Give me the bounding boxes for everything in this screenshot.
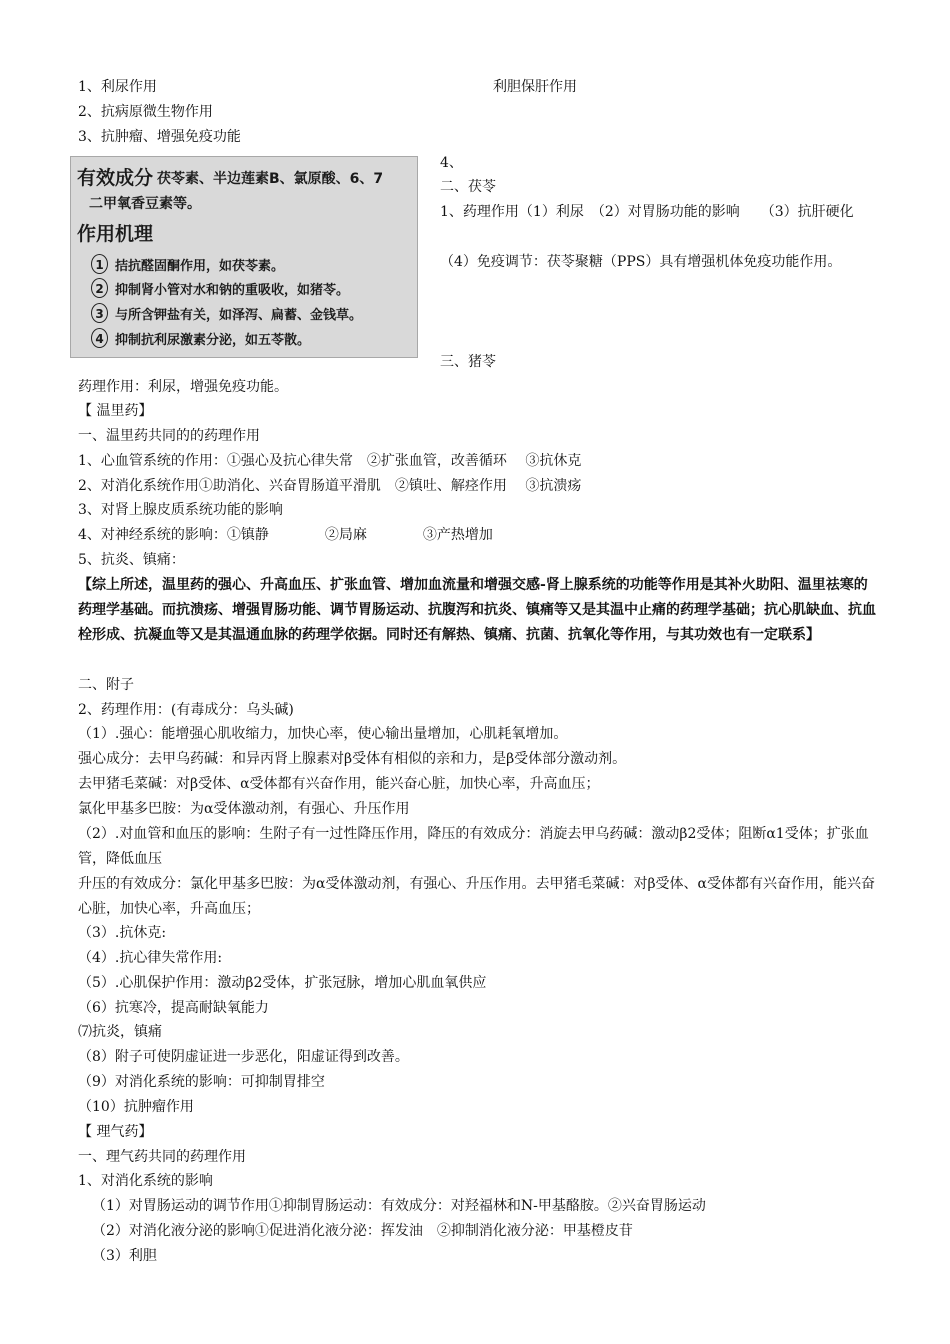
paragraph: 1、药理作用（1）利尿 （2）对胃肠功能的影响 （3）抗肝硬化 [440, 204, 854, 220]
text-line: ⑺抗炎，镇痛 [78, 1024, 162, 1040]
list-item: 2、抗病原微生物作用 [78, 104, 213, 120]
figure-mechanism-item: 拮抗醛固酮作用，如茯苓素。 [115, 259, 285, 274]
figure-heading-mechanism: 作用机理 [77, 223, 154, 245]
figure-number: 3 [91, 303, 108, 323]
text-line: 药理作用：利尿，增强免疫功能。 [78, 379, 288, 395]
text-line: 去甲猪毛菜碱：对β受体、α受体都有兴奋作用，能兴奋心脏，加快心率，升高血压； [78, 776, 600, 792]
text-line: 5、抗炎、镇痛： [78, 552, 185, 568]
text-line: 1、心血管系统的作用：①强心及抗心律失常 ②扩张血管，改善循环 ③抗休克 [78, 453, 582, 469]
figure-mechanism-item: 抑制肾小管对水和钠的重吸收，如猪苓。 [115, 283, 350, 298]
section-heading: 二、茯苓 [440, 179, 496, 195]
text-line: （6）抗寒冷，提高耐缺氧能力 [78, 1000, 269, 1016]
text-line: （8）附子可使阴虚证进一步恶化，阳虚证得到改善。 [78, 1049, 409, 1065]
text-line: （1）.强心：能增强心肌收缩力，加快心率，使心输出量增加，心肌耗氧增加。 [78, 726, 568, 742]
text-line: 2、药理作用：(有毒成分：乌头碱) [78, 702, 294, 718]
text-line: 强心成分：去甲乌药碱：和异丙肾上腺素对β受体有相似的亲和力，是β受体部分激动剂。 [78, 751, 627, 767]
summary-paragraph: 【综上所述，温里药的强心、升高血压、扩张血管、增加血流量和增强交感-肾上腺系统的功能等作用是其补火助阳、温里祛寒的药理学基础。而抗溃疡、增强胃肠功能、调节胃肠运动、抗腹泻和抗炎、镇痛等又是其温中止痛的药理学基础；抗心肌缺血、抗血栓形成、抗凝血等又是其温通血脉的药理学依据。同时还有解热、镇痛、抗菌、抗氧化等作用，与其功效也有一定联系】 [78, 577, 876, 643]
figure-components-line: 茯苓素、半边莲素B、氯原酸、6、7 [157, 171, 384, 187]
text-line: （3）.抗休克: [78, 925, 167, 941]
text-line: 1、对消化系统的影响 [78, 1173, 213, 1189]
figure-number: 2 [91, 278, 108, 298]
section-heading: 【 理气药】 [78, 1124, 153, 1140]
text-line: （10）抗肿瘤作用 [78, 1099, 194, 1115]
text-line: 3、对肾上腺皮质系统功能的影响 [78, 502, 283, 518]
list-item: 4、 [440, 155, 463, 171]
section-heading: 三、猪苓 [440, 354, 496, 370]
list-item: 利胆保肝作用 [493, 79, 577, 95]
section-heading: 一、温里药共同的的药理作用 [78, 428, 260, 444]
text-line: 2、对消化系统作用①助消化、兴奋胃肠道平滑肌 ②镇吐、解痉作用 ③抗溃疡 [78, 478, 582, 494]
text-line: 氯化甲基多巴胺：为α受体激动剂，有强心、升压作用 [78, 801, 410, 817]
mechanism-figure [70, 156, 418, 358]
figure-mechanism-item: 与所含钾盐有关，如泽泻、扁蓄、金钱草。 [115, 308, 363, 323]
figure-mechanism-item: 抑制抗利尿激素分泌，如五苓散。 [115, 333, 311, 348]
list-item: 1、利尿作用 [78, 79, 157, 95]
figure-heading-components: 有效成分 [77, 167, 154, 189]
text-line: （2）对消化液分泌的影响①促进消化液分泌：挥发油 ②抑制消化液分泌：甲基橙皮苷 [92, 1223, 633, 1239]
text-line: （9）对消化系统的影响：可抑制胃排空 [78, 1074, 325, 1090]
text-line: 4、对神经系统的影响：①镇静 ②局麻 ③产热增加 [78, 527, 493, 543]
paragraph: （4）免疫调节：茯苓聚糖（PPS）具有增强机体免疫功能作用。 [440, 254, 842, 270]
section-heading: 一、理气药共同的药理作用 [78, 1149, 246, 1165]
text-line: （3）利胆 [92, 1248, 157, 1264]
text-line: （1）对胃肠运动的调节作用①抑制胃肠运动：有效成分：对羟福林和N-甲基酪胺。②兴奋胃肠运动 [92, 1198, 706, 1214]
paragraph: （2）.对血管和血压的影响：生附子有一过性降压作用，降压的有效成分：消旋去甲乌药碱：激动β2受体；阻断α1受体；扩张血管，降低血压 [78, 826, 869, 867]
paragraph: 升压的有效成分：氯化甲基多巴胺：为α受体激动剂，有强心、升压作用。去甲猪毛菜碱：对β受体、α受体都有兴奋作用，能兴奋心脏，加快心率，升高血压； [78, 876, 875, 917]
text-line: （4）.抗心律失常作用: [78, 950, 223, 966]
figure-number: 4 [91, 328, 108, 348]
figure-number: 1 [91, 254, 108, 274]
text-line: （5）.心肌保护作用：激动β2受体，扩张冠脉，增加心肌血氧供应 [78, 975, 487, 991]
figure-components-line: 二甲氧香豆素等。 [89, 196, 201, 212]
section-heading: 【 温里药】 [78, 403, 153, 419]
list-item: 3、抗肿瘤、增强免疫功能 [78, 129, 241, 145]
section-heading: 二、附子 [78, 677, 134, 693]
